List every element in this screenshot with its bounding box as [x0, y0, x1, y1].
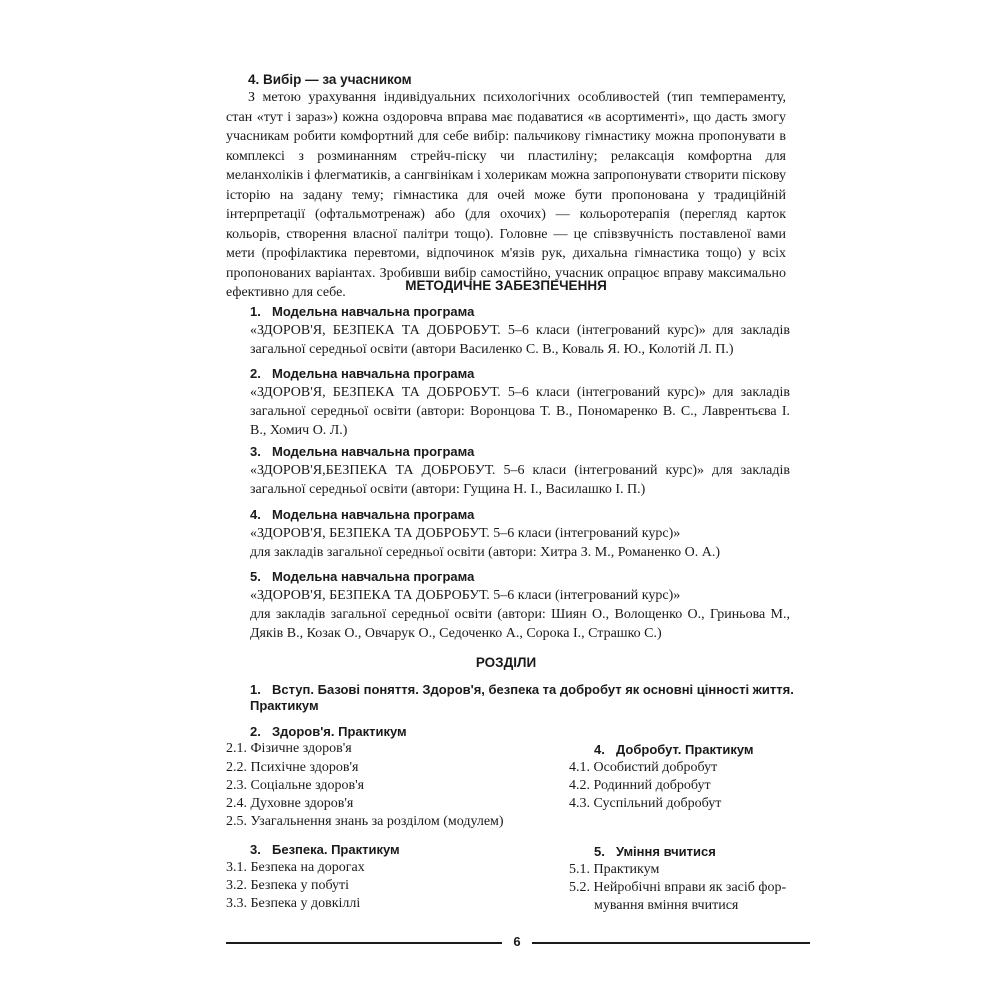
program-text-line1: «ЗДОРОВ'Я, БЕЗПЕКА ТА ДОБРОБУТ. 5–6 класи (інтегрований курс)» — [250, 588, 681, 603]
program-text-line2: для закладів загальної середньої освіти (автори: Хитра З. М., Романенко О. А.) — [250, 545, 721, 560]
list-item: 4.3. Суспільний добробут — [569, 796, 722, 811]
section-4-title: Добробут. Практикум — [616, 742, 754, 757]
list-item: 4.2. Родинний добробут — [569, 778, 711, 793]
program-number: 3. — [250, 444, 261, 459]
program-heading: Модельна навчальна програма — [272, 507, 475, 522]
program-text-line1: «ЗДОРОВ'Я, БЕЗПЕКА ТА ДОБРОБУТ. 5–6 класи (інтегрований курс)» — [250, 526, 681, 541]
sections-title: РОЗДІЛИ — [475, 655, 537, 670]
methodology-title: МЕТОДИЧНЕ ЗАБЕЗПЕЧЕННЯ — [405, 278, 607, 293]
section-heading-choice: 4. Вибір — за учасником — [248, 72, 412, 87]
list-item: 3.2. Безпека у побуті — [226, 878, 350, 893]
footer-rule-right — [532, 942, 810, 944]
list-item: 5.2. Нейробічні вправи як засіб фор- — [569, 880, 787, 895]
program-heading: Модельна навчальна програма — [272, 304, 475, 319]
program-5 — [250, 567, 790, 643]
program-text: «ЗДОРОВ'Я,БЕЗПЕКА ТА ДОБРОБУТ. 5–6 класи (інтегрований курс)» для закладів загальної середньої освіти (автори: Гущина Н. І., Василашко І. П.) — [250, 463, 790, 497]
list-item: 5.1. Практикум — [569, 862, 660, 877]
program-3 — [250, 442, 790, 499]
section-3-title: Безпека. Практикум — [272, 842, 400, 857]
list-item: 2.5. Узагальнення знань за розділом (модулем) — [226, 814, 504, 829]
program-4 — [250, 505, 790, 562]
program-text: «ЗДОРОВ'Я, БЕЗПЕКА ТА ДОБРОБУТ. 5–6 класи (інтегрований курс)» для закладів загальної середньої освіти (автори: Воронцова Т. В., Пономаренко В. С., Лаврентьєва І. В., Хомич О. Л.) — [250, 385, 790, 438]
program-2 — [250, 364, 790, 440]
section-2-heading — [250, 724, 407, 739]
intro-text: З метою урахування індивідуальних психологічних особливостей (тип темпераменту, стан «тут і зараз») кожна оздоровча вправа має подаватися «в асортименті», що дасть змогу учасникам робити комфортний для себе вибір: пальчикову гімнастику можна пропонувати в комплексі з розминанням стрейч-піску чи пластиліну; релаксація комфортна для меланхоліків і флегматиків, а сангвінікам і холерикам можна запропонувати створити піскову історію на задану тему; гімнастика для очей може бути пропонована у традиційній інтерпретації (офтальмотренаж) або (для охочих) — кольоротерапія (перегляд карток кольорів, створення власної палітри тощо). Головне — це співзвучність поставленої вами мети (профілактика перевтоми, відпочинок м'язів рук, дихальна гімнастика тощо) у всіх пропонованих варіантах. Зробивши вибір самостійно, учасник опрацює вправу максимально ефективно для себе. — [226, 90, 786, 300]
section-1-line2: Практикум — [250, 698, 319, 713]
section-2-title: Здоров'я. Практикум — [272, 724, 407, 739]
program-heading: Модельна навчальна програма — [272, 569, 475, 584]
footer-rule-left — [226, 942, 502, 944]
section-5-title: Уміння вчитися — [616, 844, 716, 859]
program-number: 4. — [250, 507, 261, 522]
section-number: 1. — [250, 682, 261, 697]
section-5-heading — [594, 844, 716, 859]
list-item-continuation: мування вміння вчитися — [594, 898, 739, 913]
list-item: 2.4. Духовне здоров'я — [226, 796, 354, 811]
section-number: 2. — [250, 724, 261, 739]
list-item: 2.3. Соціальне здоров'я — [226, 778, 365, 793]
program-text: «ЗДОРОВ'Я, БЕЗПЕКА ТА ДОБРОБУТ. 5–6 класи (інтегрований курс)» для закладів загальної середньої освіти (автори Василенко С. В., Коваль Я. Ю., Колотій Л. П.) — [250, 323, 790, 357]
program-number: 2. — [250, 366, 261, 381]
list-item: 3.3. Безпека у довкіллі — [226, 896, 361, 911]
section-3-heading — [250, 842, 400, 857]
program-heading: Модельна навчальна програма — [272, 366, 475, 381]
program-text-line2: для закладів загальної середньої освіти (автори: Шиян О., Волощенко О., Гриньова М., Дяків В., Козак О., Овчарук О., Седоченко А., Сорока І., Страшко С.) — [250, 607, 790, 641]
list-item: 2.2. Психічне здоров'я — [226, 760, 359, 775]
list-item: 2.1. Фізичне здоров'я — [226, 741, 352, 756]
program-1 — [250, 302, 790, 359]
section-number: 3. — [250, 842, 261, 857]
section-1-heading — [250, 682, 794, 697]
program-number: 1. — [250, 304, 261, 319]
intro-paragraph — [226, 88, 786, 303]
section-1-line1: Вступ. Базові поняття. Здоров'я, безпека та добробут як основні цінності життя. — [272, 682, 794, 697]
program-heading: Модельна навчальна програма — [272, 444, 475, 459]
page-number: 6 — [513, 934, 521, 949]
list-item: 3.1. Безпека на дорогах — [226, 860, 365, 875]
section-4-heading — [594, 742, 754, 757]
program-number: 5. — [250, 569, 261, 584]
section-number: 4. — [594, 742, 605, 757]
list-item: 4.1. Особистий добробут — [569, 760, 718, 775]
section-number: 5. — [594, 844, 605, 859]
